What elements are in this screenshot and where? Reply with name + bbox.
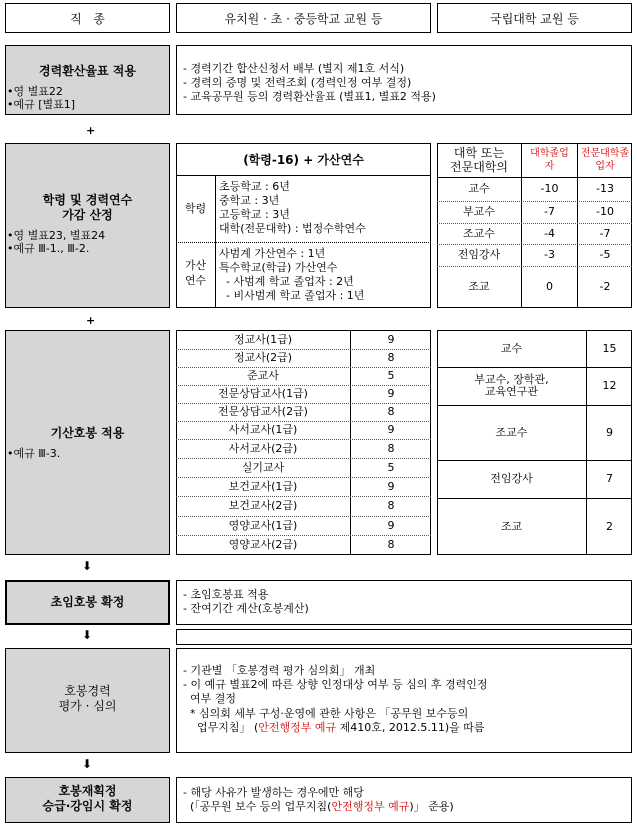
sec3-univ-row-3-name — [437, 460, 586, 498]
sec3-row-11-val: 8 — [387, 537, 395, 551]
sec3-row-8-val: 9 — [387, 479, 395, 493]
sec2-univ-row-1-a: -7 — [544, 205, 555, 218]
sec3-univ-row-1-name1: 부교수, 장학관, — [474, 373, 549, 386]
sec2-univ-row-1-name: 부교수 — [463, 205, 495, 218]
sec5-title-2: 평가 · 심의 — [58, 699, 117, 713]
sec2-hak-line-3: 고등학교 : 3년 — [219, 208, 290, 221]
sec4-line-2: - 잔여기간 계산(호봉계산) — [183, 602, 309, 615]
sec3-row-3-val: 9 — [387, 387, 395, 400]
sec1-note-2: •예규 [별표1] — [7, 98, 76, 111]
sec3-row-9-name: 보건교사(2급) — [228, 499, 298, 512]
sec2-univ-row-4-name: 조교 — [468, 280, 490, 293]
sec1-line-3: - 교육공무원 등의 경력환산율표 (별표1, 별표2 적용) — [183, 90, 436, 103]
sec3-title: 기산호봉 적용 — [50, 426, 125, 440]
header-col-job: 직 종 — [5, 3, 170, 33]
sec2-univ-row-2-b: -7 — [599, 226, 611, 240]
sec2-univ-row-3-name: 전임강사 — [457, 248, 501, 261]
sec2-univ-row-4-a: 0 — [546, 280, 553, 293]
sec5-line-1: - 기관별 「호봉경력 평가 심의회」 개최 — [183, 664, 376, 677]
sec6-line-2 — [183, 800, 454, 813]
sec1-line-1: - 경력기간 합산신청서 배부 (별지 제1호 서식) — [183, 62, 405, 75]
sec2-hak-label: 학령 — [184, 201, 207, 215]
sec2-univ-row-0-a: -10 — [540, 182, 559, 195]
sec2-univ-hdr-1b: 전문대학의 — [450, 160, 508, 174]
sec3-row-2-val: 5 — [387, 369, 395, 382]
sec5-note-b-part2: 제410호, 2012.5.11)을 따름 — [336, 721, 485, 734]
arrow-down-icon-3: ⬇ — [82, 757, 93, 771]
sec2-label-box — [5, 143, 170, 308]
sec2-gasan-line-2: 특수학교(학급) 가산연수 — [219, 261, 338, 274]
sec6-title-1: 호봉재획정 — [58, 784, 117, 798]
sec3-univ-row-3-val: 7 — [606, 472, 613, 485]
sec3-univ-row-3-name1: 전임강사 — [490, 472, 533, 485]
sec3-row-8-name: 보건교사(1급) — [228, 479, 298, 493]
sec1-line-2: - 경력의 증명 및 전력조회 (경력인정 여부 결정) — [183, 76, 412, 89]
sec3-univ-row-2-name — [437, 405, 586, 460]
sec3-note-1: •예규 Ⅲ-3. — [7, 447, 61, 460]
sec3-row-4-name: 전문상담교사(2급) — [218, 405, 308, 418]
sec3-univ-row-1-name — [437, 367, 586, 405]
sec3-univ-row-2-val: 9 — [606, 425, 613, 439]
sec2-univ-row-4-b: -2 — [599, 280, 611, 293]
sec2-hak-line-1: 초등학교 : 6년 — [219, 180, 290, 193]
sec3-row-2-name: 준교사 — [247, 369, 279, 382]
sec3-row-7-val: 5 — [387, 460, 395, 474]
sec2-univ-row-2-name: 조교수 — [463, 226, 495, 240]
sec3-row-3-name: 전문상담교사(1급) — [218, 387, 308, 400]
sec2-univ-row-3-a: -3 — [544, 248, 555, 261]
sec2-gasan-label-1: 가산 — [184, 259, 207, 272]
sec2-univ-hdr-3a: 전문대학졸 — [580, 147, 630, 159]
sec3-row-0-name: 정교사(1급) — [233, 333, 293, 346]
plus-sign-2: + — [86, 314, 96, 327]
sec3-univ-row-2-name1: 조교수 — [495, 425, 528, 439]
sec3-univ-row-0-name — [437, 330, 586, 367]
sec1-title: 경력환산율표 적용 — [39, 64, 136, 78]
sec3-univ-row-1-val: 12 — [602, 379, 617, 392]
sec5-line-3: 여부 결정 — [183, 692, 236, 705]
sec2-label-divider — [215, 175, 216, 308]
sec4-5-spacer-box — [176, 629, 632, 645]
sec3-row-5-name: 사서교사(1급) — [228, 423, 298, 436]
sec5-note-a: * 심의회 세부 구성·운영에 관한 사항은 「공무원 보수등의 — [183, 707, 469, 720]
sec2-note-1: •영 별표23, 별표24 — [7, 229, 106, 242]
sec3-univ-row-4-name1: 조교 — [500, 519, 523, 533]
sec2-univ-hdr-2b: 자 — [544, 160, 555, 172]
plus-sign-1: + — [86, 124, 96, 137]
sec5-line-2: - 이 예규 별표2에 따른 상향 인정대상 여부 등 심의 후 경력인정 — [183, 678, 488, 691]
sec2-formula: (학령-16) + 가산연수 — [243, 153, 364, 167]
sec2-gasan-label-2: 연수 — [184, 274, 207, 287]
sec3-row-1-val: 8 — [387, 351, 395, 364]
arrow-down-icon-2: ⬇ — [82, 628, 93, 642]
sec3-univ-row-4-val: 2 — [606, 519, 613, 533]
sec2-univ-row-2-a: -4 — [544, 226, 555, 240]
sec3-univ-row-1-name2: 교육연구관 — [484, 385, 539, 398]
sec2-hak-line-4: 대학(전문대학) : 법정수학연수 — [219, 222, 366, 235]
sec5-note-b-part1: 업무지침」 ( — [183, 721, 259, 734]
sec3-row-4-val: 8 — [387, 405, 395, 418]
sec5-note-b-red: 안전행정부 예규 — [258, 721, 337, 734]
sec3-row-0-val: 9 — [387, 333, 395, 346]
sec6-line-2-part1: (「공무원 보수 등의 업무지침( — [183, 800, 332, 813]
sec2-univ-row-0-b: -13 — [596, 182, 614, 195]
sec3-row-5-val: 9 — [387, 423, 395, 436]
header-col-university: 국립대학 교원 등 — [437, 3, 632, 33]
sec2-gasan-line-1: 사범계 가산연수 : 1년 — [219, 247, 326, 260]
sec3-row-7-name: 실기교사 — [241, 460, 285, 474]
sec3-row-1-name: 정교사(2급) — [233, 351, 293, 364]
sec4-title: 초임호봉 확정 — [50, 595, 125, 609]
sec2-univ-row-0-name: 교수 — [468, 182, 490, 195]
sec2-univ-hdr-2a: 대학졸업 — [530, 147, 569, 159]
sec3-row-11-name: 영양교사(2급) — [228, 537, 298, 551]
sec6-line-1: - 해당 사유가 발생하는 경우에만 해당 — [183, 786, 364, 799]
sec3-row-6-name: 사서교사(2급) — [228, 441, 298, 455]
sec6-title-2: 승급·강임시 확정 — [42, 799, 133, 813]
sec6-line-2-part2: )」 준용) — [409, 800, 454, 813]
header-col-school: 유치원 · 초 · 중등학교 교원 등 — [176, 3, 431, 33]
sec1-note-1: •영 별표22 — [7, 85, 63, 98]
sec2-gasan-line-4: - 비사범계 학교 졸업자 : 1년 — [219, 289, 365, 302]
sec3-row-10-name: 영양교사(1급) — [228, 518, 298, 532]
sec2-univ-row-3-b: -5 — [599, 248, 611, 261]
sec3-row-10-val: 9 — [387, 518, 395, 532]
sec6-line-2-red: 안전행정부 예규 — [331, 800, 410, 813]
sec2-univ-hdr-3b: 업자 — [595, 160, 615, 172]
sec2-note-2: •예규 Ⅲ-1., Ⅲ-2. — [7, 242, 90, 255]
sec5-note-b — [183, 721, 485, 734]
sec3-univ-row-0-val: 15 — [602, 341, 617, 355]
arrow-down-icon-1: ⬇ — [82, 559, 93, 573]
sec2-title-2: 가감 산정 — [62, 208, 113, 222]
sec3-univ-row-0-name1: 교수 — [500, 341, 523, 355]
sec3-row-6-val: 8 — [387, 441, 395, 455]
sec5-title-1: 호봉경력 — [64, 684, 111, 698]
sec2-univ-hdr-1a: 대학 또는 — [453, 146, 505, 160]
sec4-line-1: - 초임호봉표 적용 — [183, 588, 269, 601]
sec3-label-box — [5, 330, 170, 555]
sec3-row-9-val: 8 — [387, 499, 395, 512]
sec3-univ-row-4-name — [437, 498, 586, 555]
sec2-hak-line-2: 중학교 : 3년 — [219, 194, 280, 207]
sec2-univ-row-1-b: -10 — [596, 205, 614, 218]
sec2-gasan-line-3: - 사범계 학교 졸업자 : 2년 — [219, 275, 354, 288]
sec2-title-1: 학령 및 경력연수 — [42, 193, 133, 207]
